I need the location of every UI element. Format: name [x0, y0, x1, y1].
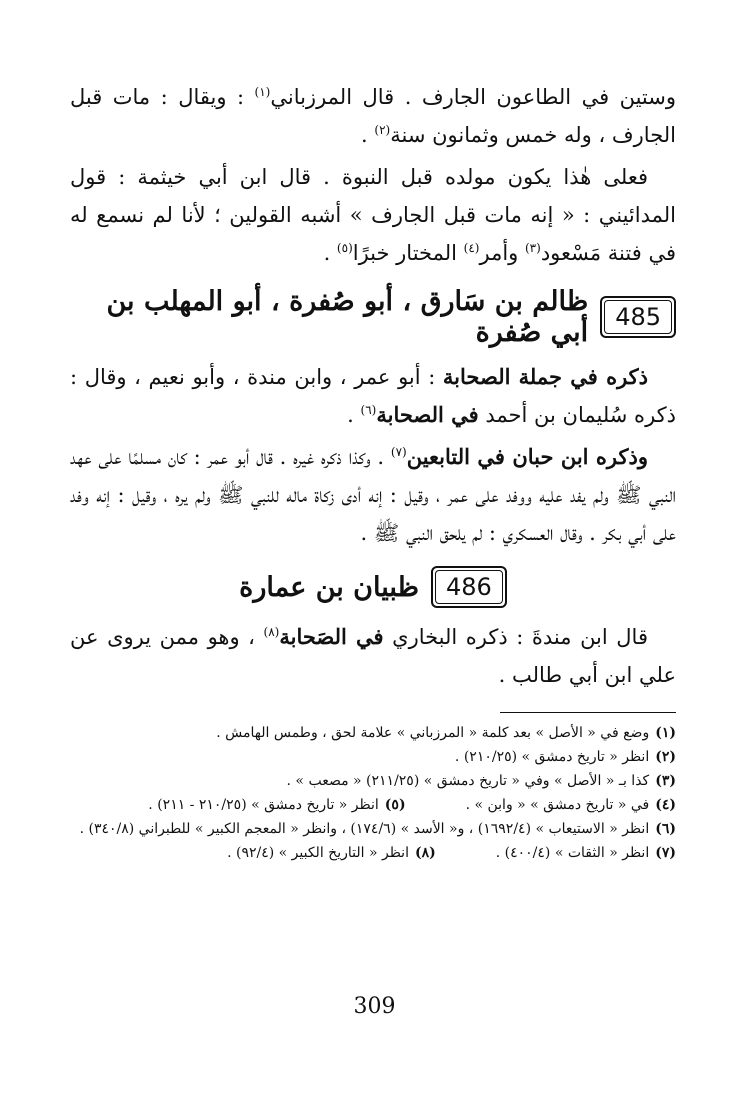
- text: وأمر: [479, 241, 525, 265]
- entry-number: 486: [435, 570, 503, 604]
- paragraph-5: [70, 618, 676, 694]
- footnote-ref[interactable]: (٨): [263, 625, 280, 639]
- entry-title: ظالم بن سَارق ، أبو صُفرة ، أبو المهلب بن أبي صُفرة: [106, 286, 589, 348]
- footnote-4-5: [70, 793, 676, 817]
- footnote-number: (١): [655, 725, 676, 741]
- bold-text: وذكره ابن حبان في التابعين: [406, 444, 649, 469]
- footnote-text: في « تاريخ دمشق » « وابن » .: [465, 797, 650, 813]
- page-number: 309: [353, 994, 396, 1019]
- text: : أبو عمر ، وابن مندة ، وأبو نعيم ، وقال : ذكره سُليمان بن أحمد: [70, 365, 676, 427]
- footnote-1: [70, 721, 676, 745]
- text: ، وهو ممن يروى عن علي ابن أبي طالب .: [70, 625, 676, 687]
- text: وستين في الطاعون الجارف . قال المرزباني: [270, 85, 676, 109]
- footnotes: [70, 721, 676, 865]
- footnote-ref[interactable]: (٦): [360, 403, 377, 417]
- page-body: [70, 78, 676, 865]
- footnote-text: انظر « الثقات » (٤٠٠/٤) .: [495, 845, 650, 861]
- footnote-ref[interactable]: (٤): [463, 241, 480, 255]
- footnote-ref[interactable]: (١): [254, 85, 271, 99]
- paragraph-3: [70, 358, 676, 434]
- footnote-3: [70, 769, 676, 793]
- footnote-text: انظر « الاستيعاب » (١٦٩٢/٤) ، و« الأسد » (١٧٤/٦) ، وانظر « المعجم الكبير » للطبراني (٣٤٠/٨) .: [79, 821, 650, 837]
- footnote-ref[interactable]: (٥): [336, 241, 353, 255]
- footnote-7: [496, 841, 676, 865]
- text: المختار خبرًا: [352, 241, 464, 265]
- footnote-4: [466, 793, 676, 817]
- footnote-2: [70, 745, 676, 769]
- footnote-number: (٢): [655, 749, 676, 765]
- footnote-ref[interactable]: (٢): [374, 123, 391, 137]
- footnote-text: انظر « التاريخ الكبير » (٩٢/٤) .: [227, 845, 409, 861]
- text: فعلى هٰذا يكون مولده قبل النبوة . قال ابن أبي خيثمة : قول المدائيني : « إنه مات قبل الجارف » أشبه القولين ؛ لأنا لم نسمع له في فتنة مَسْعود: [70, 165, 676, 265]
- text: . وكذا ذكره غيره . قال أبو عمر : كان مسلمًا على عهد النبي ﷺ ولم يفد عليه ووفد على عمر ، وقيل : إنه أدى زكاة ماله للنبي ﷺ ولم يره ، وقيل : إنه وفد على أبي بكر . وقال العسكري : لم يلحق النبي ﷺ .: [70, 445, 676, 545]
- text: .: [323, 241, 337, 265]
- text: قال ابن مندةَ : ذكره البخاري: [383, 625, 648, 649]
- paragraph-4: [70, 438, 676, 552]
- footnote-ref[interactable]: (٧): [390, 445, 407, 459]
- entry-number-box: [600, 296, 676, 338]
- entry-title: ظبيان بن عمارة: [239, 571, 420, 603]
- bold-text: في الصَحابة: [279, 624, 384, 649]
- footnote-text: انظر « تاريخ دمشق » (٢١٠/٢٥) .: [454, 749, 650, 765]
- text: .: [361, 123, 375, 147]
- footnote-7-8: [70, 841, 676, 865]
- footnote-number: (٥): [384, 797, 406, 813]
- footnote-5: [148, 793, 405, 817]
- footnote-number: (٣): [655, 773, 676, 789]
- footnote-number: (٧): [655, 845, 676, 861]
- entry-heading-485: [70, 286, 676, 348]
- bold-text: ذكره في جملة الصحابة: [442, 364, 649, 389]
- entry-number: 485: [604, 300, 672, 334]
- footnote-8: [227, 841, 436, 865]
- paragraph-1: [70, 78, 676, 154]
- footnote-number: (٨): [414, 845, 436, 861]
- footnote-number: (٦): [655, 821, 676, 837]
- footnote-text: وضع في « الأصل » بعد كلمة « المرزباني » علامة لحق ، وطمس الهامش .: [216, 725, 650, 741]
- entry-number-box: [431, 566, 507, 608]
- entry-heading-486: [70, 566, 676, 608]
- text: : ويقال : مات قبل الجارف ، وله خمس وثمانون سنة: [70, 85, 676, 147]
- text: .: [347, 403, 361, 427]
- paragraph-2: [70, 158, 676, 272]
- footnote-text: انظر « تاريخ دمشق » (٢١٠/٢٥ - ٢١١) .: [148, 797, 379, 813]
- footnote-text: كذا بـ « الأصل » وفي « تاريخ دمشق » (٢١١/٢٥) « مصعب » .: [286, 773, 650, 789]
- footnote-6: [70, 817, 676, 841]
- footnote-ref[interactable]: (٣): [524, 241, 541, 255]
- bold-text: في الصحابة: [376, 402, 479, 427]
- footnote-number: (٤): [655, 797, 676, 813]
- footnote-divider: [500, 712, 676, 713]
